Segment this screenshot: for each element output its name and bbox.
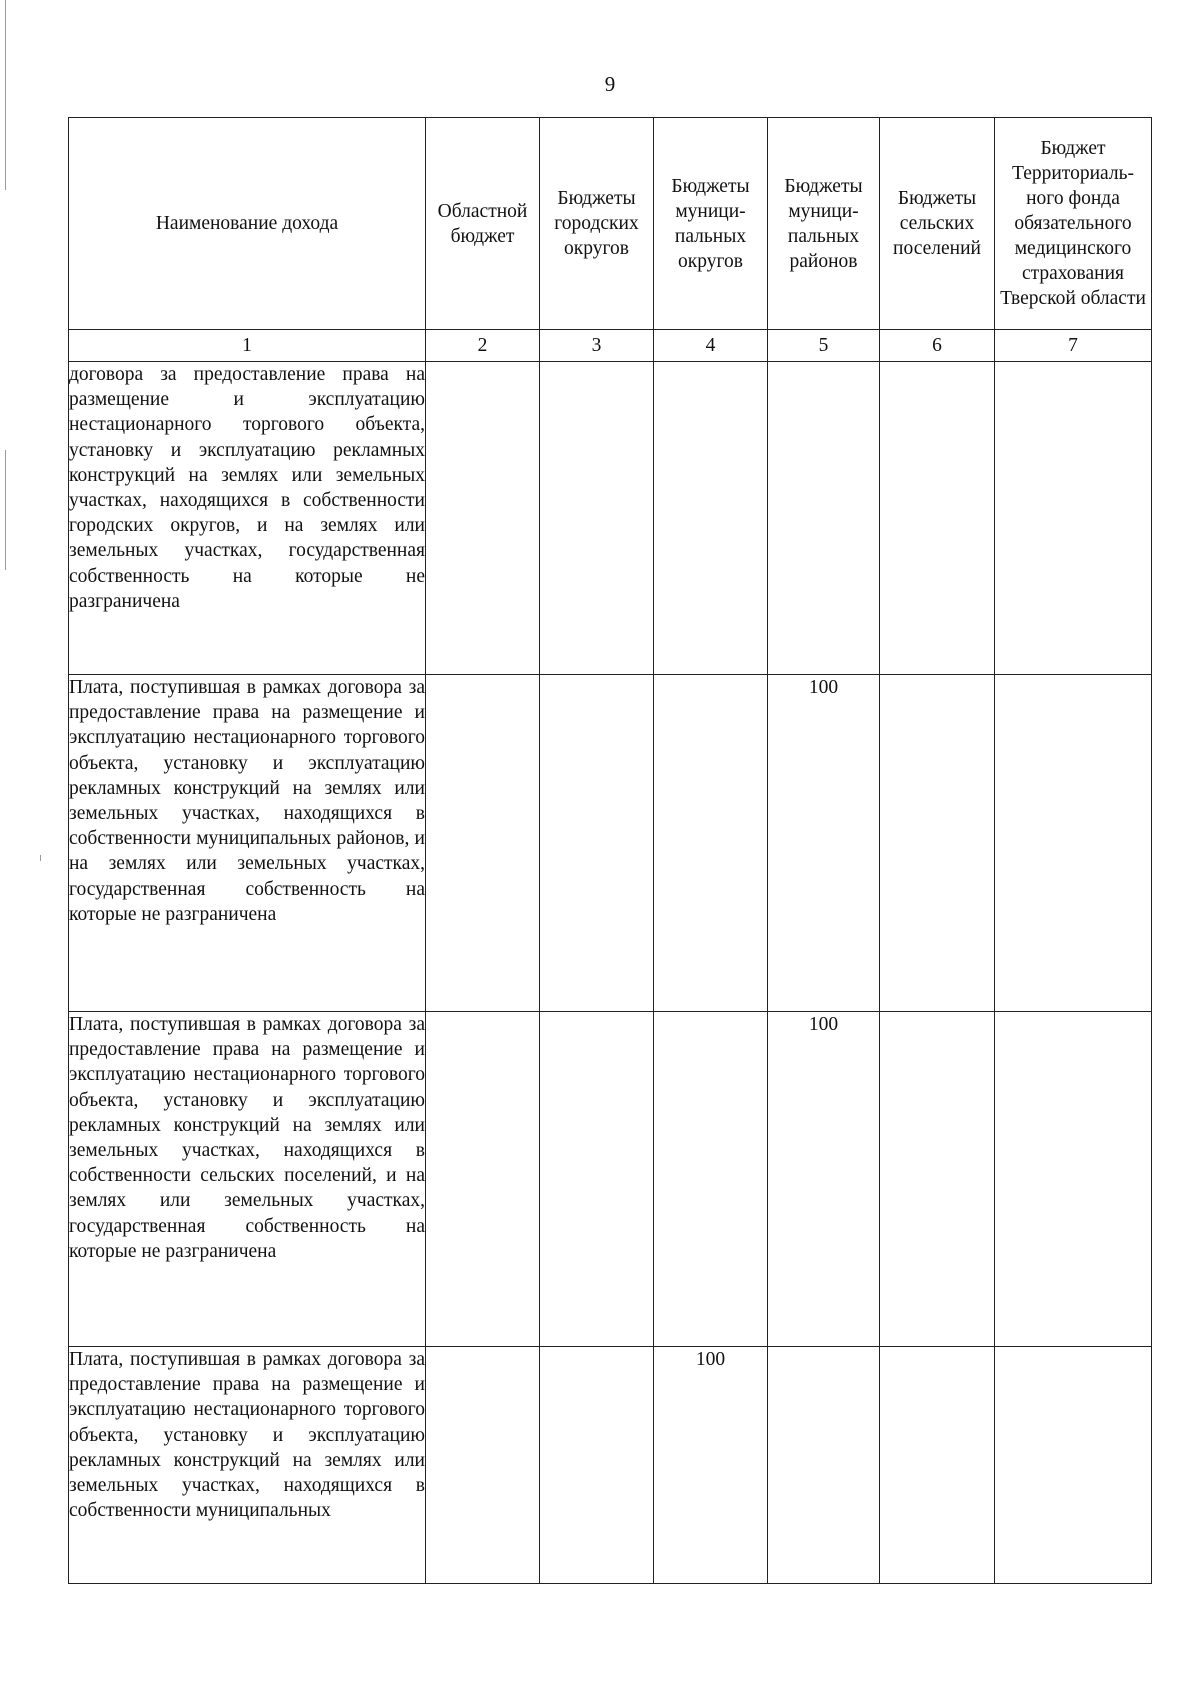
value-cell: [654, 1012, 768, 1347]
value-cell: 100: [654, 1347, 768, 1584]
value-cell: [880, 1012, 995, 1347]
value-cell: [995, 362, 1152, 675]
value-cell: [880, 1347, 995, 1584]
header-rural-settlements-budgets: Бюджеты сельских поселений: [880, 118, 995, 330]
value-cell: [995, 1347, 1152, 1584]
value-cell: [540, 1012, 654, 1347]
value-cell: [426, 1012, 540, 1347]
value-cell: [540, 675, 654, 1012]
revenue-name-cell: Плата, поступившая в рамках договора за предоставление права на размещение и эксплуатацию нестационарного торгового объекта, установку и эксплуатацию рекламных конструкций на землях или земельных участках, находящихся в собственности муниципальных районов, и на землях или земельных участках, государственная собственность на которые не разграничена: [69, 675, 426, 1012]
scan-margin-line: [5, 0, 6, 190]
scan-margin-line: [5, 450, 6, 570]
value-cell: [768, 362, 880, 675]
table-row: [69, 1012, 1152, 1347]
page-number: 9: [604, 72, 616, 96]
column-number-row: [69, 330, 1152, 362]
scan-margin-mark: [40, 855, 41, 861]
value-cell: [426, 1347, 540, 1584]
header-revenue-name: Наименование дохода: [69, 118, 426, 330]
column-number: 3: [540, 330, 654, 362]
header-municipal-districts-budgets: Бюджеты муници-пальных округов: [654, 118, 768, 330]
column-number: 7: [995, 330, 1152, 362]
header-row: [69, 118, 1152, 330]
value-cell: [540, 1347, 654, 1584]
column-number: 1: [69, 330, 426, 362]
value-cell: [654, 362, 768, 675]
header-regional-budget: Областной бюджет: [426, 118, 540, 330]
value-cell: [426, 675, 540, 1012]
revenue-distribution-table: [68, 117, 1152, 1584]
value-cell: [995, 1012, 1152, 1347]
value-cell: [654, 675, 768, 1012]
value-cell: [995, 675, 1152, 1012]
value-cell: [768, 1347, 880, 1584]
value-cell: [880, 675, 995, 1012]
table-row: [69, 675, 1152, 1012]
table-row: [69, 362, 1152, 675]
column-number: 5: [768, 330, 880, 362]
value-cell: [880, 362, 995, 675]
value-cell: 100: [768, 675, 880, 1012]
header-medical-insurance-fund-budget: Бюджет Территориаль-ного фонда обязательного медицинского страхования Тверской области: [995, 118, 1152, 330]
value-cell: [426, 362, 540, 675]
revenue-name-cell: договора за предоставление права на размещение и эксплуатацию нестационарного торгового объекта, установку и эксплуатацию рекламных конструкций на землях или земельных участках, находящихся в собственности городских округов, и на землях или земельных участках, государственная собственность на которые не разграничена: [69, 362, 426, 675]
header-municipal-raions-budgets: Бюджеты муници-пальных районов: [768, 118, 880, 330]
column-number: 4: [654, 330, 768, 362]
revenue-name-cell: Плата, поступившая в рамках договора за предоставление права на размещение и эксплуатацию нестационарного торгового объекта, установку и эксплуатацию рекламных конструкций на землях или земельных участках, находящихся в собственности сельских поселений, и на землях или земельных участках, государственная собственность на которые не разграничена: [69, 1012, 426, 1347]
column-number: 2: [426, 330, 540, 362]
value-cell: [540, 362, 654, 675]
header-city-districts-budgets: Бюджеты городских округов: [540, 118, 654, 330]
value-cell: 100: [768, 1012, 880, 1347]
revenue-name-cell: Плата, поступившая в рамках договора за предоставление права на размещение и эксплуатацию нестационарного торгового объекта, установку и эксплуатацию рекламных конструкций на землях или земельных участках, находящихся в собственности муниципальных: [69, 1347, 426, 1584]
column-number: 6: [880, 330, 995, 362]
table-row: [69, 1347, 1152, 1584]
